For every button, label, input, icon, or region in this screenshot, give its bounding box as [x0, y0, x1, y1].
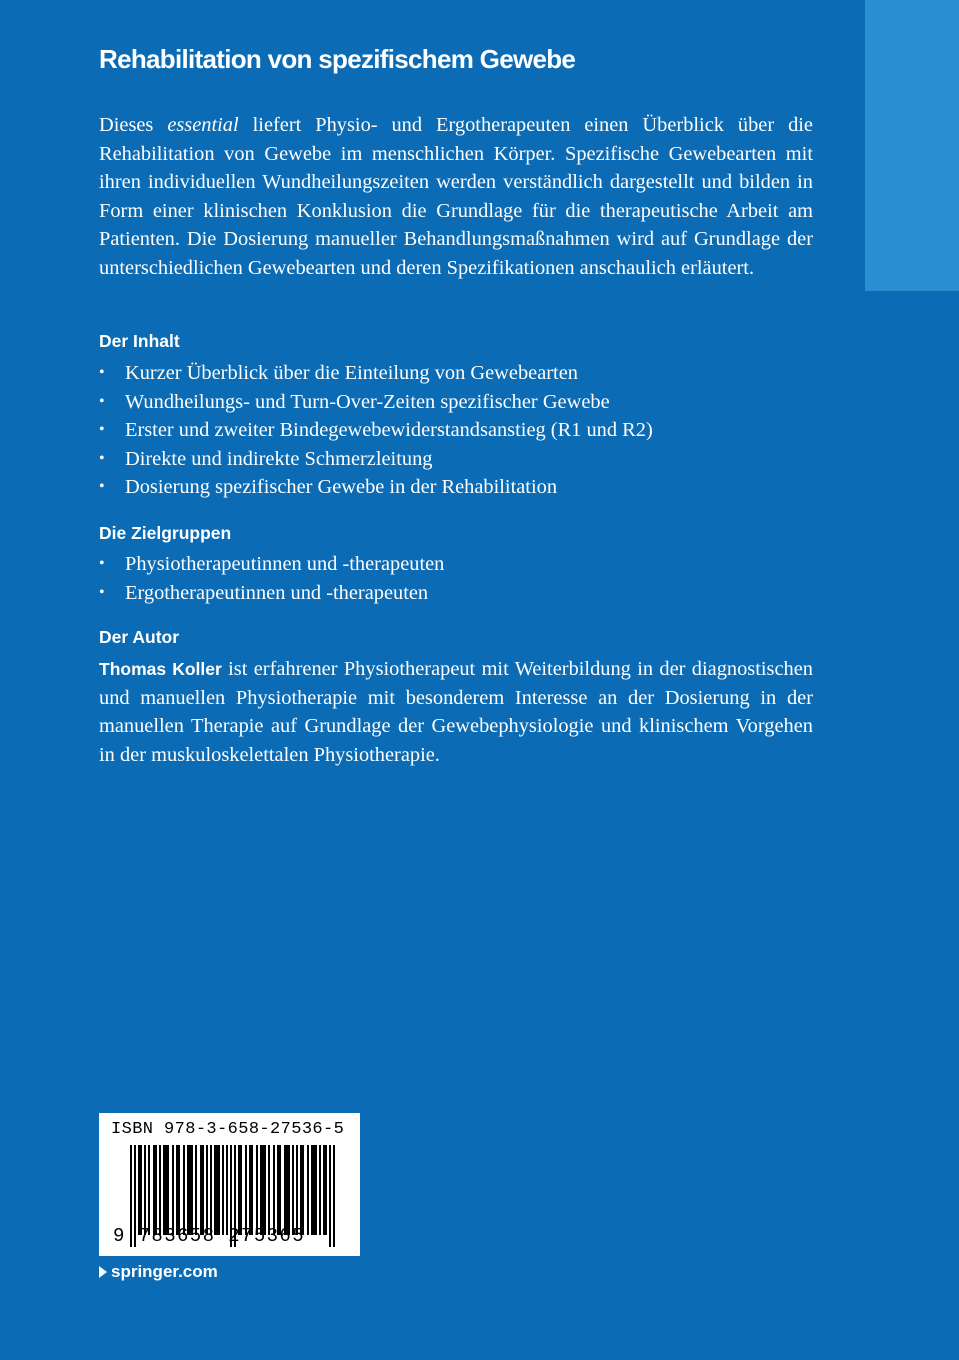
publisher-link[interactable] [99, 1262, 218, 1282]
intro-emphasis: essential [167, 114, 239, 136]
isbn-label: ISBN 978-3-658-27536-5 [111, 1120, 345, 1139]
list-item: • Kurzer Überblick über die Einteilung von Gewebearten [99, 359, 653, 388]
section-heading-autor: Der Autor [99, 627, 180, 647]
inhalt-list [99, 359, 653, 502]
intro-text-start: Dieses [99, 114, 168, 136]
author-paragraph [99, 655, 813, 769]
zielgruppen-list [99, 550, 444, 607]
list-item: • Dosierung spezifischer Gewebe in der Rehabilitation [99, 473, 653, 502]
author-name: Thomas Koller [99, 659, 222, 679]
author-bio: ist erfahrener Physiotherapeut mit Weiterbildung in der diagnostischen und manuellen Physiotherapie mit besonderem Interesse an der Dosierung in der manuellen Therapie auf Grundlage der Gewebephysiologie und klinischem Vorgehen in der muskuloskelettalen Physiotherapie. [99, 658, 813, 766]
intro-paragraph [99, 111, 813, 283]
list-item: • Direkte und indirekte Schmerzleitung [99, 445, 653, 474]
page-title: Rehabilitation von spezifischem Gewebe [99, 44, 576, 74]
list-item: • Physiotherapeutinnen und -therapeuten [99, 550, 444, 579]
list-item: • Erster und zweiter Bindegewebewiderstandsanstieg (R1 und R2) [99, 416, 653, 445]
section-heading-inhalt: Der Inhalt [99, 331, 180, 351]
accent-block [865, 0, 959, 291]
list-item: • Wundheilungs- und Turn-Over-Zeiten spezifischer Gewebe [99, 388, 653, 417]
section-heading-zielgruppen: Die Zielgruppen [99, 523, 232, 543]
list-item: • Ergotherapeutinnen und -therapeuten [99, 579, 444, 608]
barcode-digits: 9 783658 275365 [113, 1225, 306, 1247]
arrow-right-icon [99, 1266, 107, 1278]
publisher-link-text[interactable]: springer.com [111, 1262, 218, 1281]
intro-text-rest: liefert Physio- und Ergotherapeuten einen Überblick über die Rehabilitation von Gewebe im menschlichen Körper. Spezifische Gewebearten mit ihren individuellen Wundheilungszeiten werden verständlich dargestellt und bilden in Form einer klinischen Konklusion die Grundlage für die therapeutische Arbeit am Patienten. Die Dosierung manueller Behandlungsmaßnahmen wird auf Grundlage der unterschiedlichen Gewebearten und deren Spezifikationen anschaulich erläutert. [99, 114, 813, 279]
